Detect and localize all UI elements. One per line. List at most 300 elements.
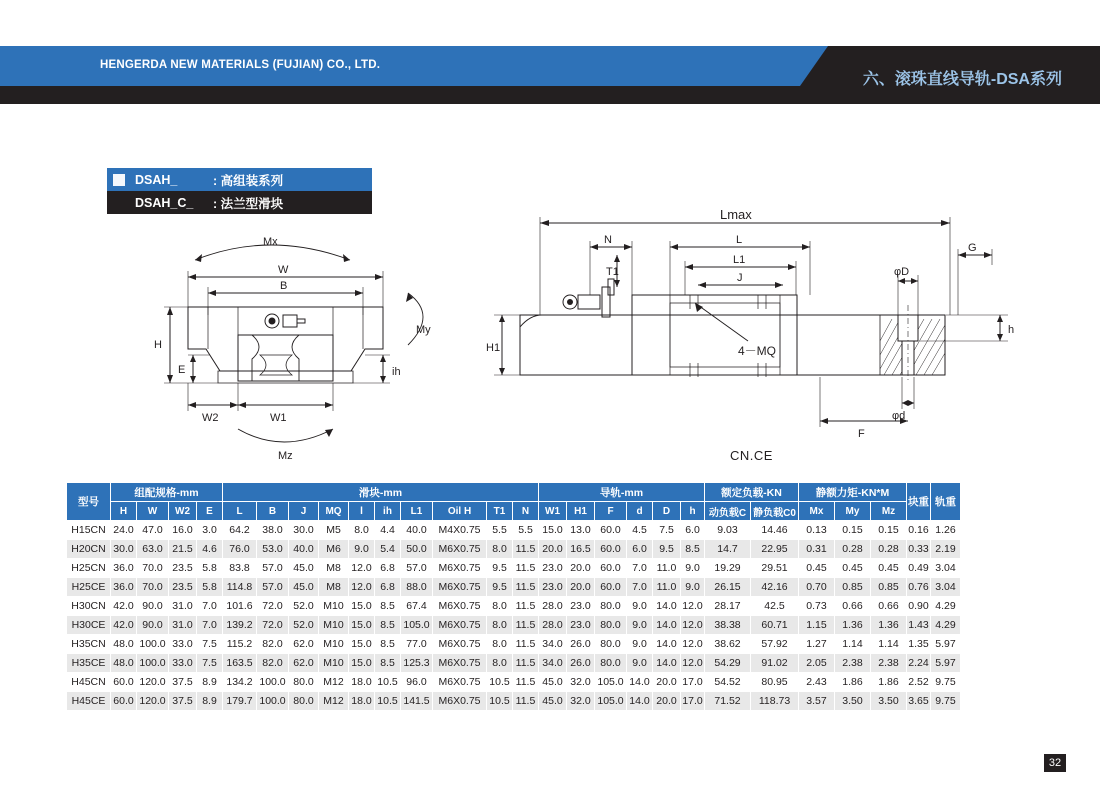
th-W1: W1	[539, 502, 567, 521]
cell-value: 53.0	[257, 540, 289, 559]
th-J: J	[289, 502, 319, 521]
cell-value: 14.0	[627, 692, 653, 711]
cell-value: 60.0	[595, 540, 627, 559]
cell-value: 37.5	[169, 692, 197, 711]
cell-value: M12	[319, 692, 349, 711]
th-Mz: Mz	[871, 502, 907, 521]
cell-value: 9.0	[627, 597, 653, 616]
cell-value: 12.0	[349, 559, 375, 578]
table-row	[67, 635, 961, 654]
label-f: F	[858, 428, 865, 440]
cell-value: 57.0	[257, 578, 289, 597]
series-legend	[107, 168, 372, 214]
cell-value: 115.2	[223, 635, 257, 654]
cell-value: 14.0	[653, 654, 681, 673]
th-group-rated-load: 额定负载-KN	[705, 483, 799, 502]
cell-value: 64.2	[223, 521, 257, 540]
cell-value: 17.0	[681, 692, 705, 711]
cell-value: 0.49	[907, 559, 931, 578]
cell-value: 21.5	[169, 540, 197, 559]
cell-value: 9.0	[681, 578, 705, 597]
cell-value: 4.29	[931, 597, 961, 616]
cell-value: 0.28	[835, 540, 871, 559]
cell-value: 0.15	[835, 521, 871, 540]
cell-value: 14.0	[627, 673, 653, 692]
label-h: H	[154, 339, 162, 351]
label-l1: L1	[733, 254, 746, 266]
cell-value: 4.4	[375, 521, 401, 540]
cell-model: H35CN	[67, 635, 111, 654]
cell-value: 63.0	[137, 540, 169, 559]
cell-value: 77.0	[401, 635, 433, 654]
cell-value: 100.0	[257, 673, 289, 692]
cell-value: M6X0.75	[433, 673, 487, 692]
cell-value: 8.9	[197, 673, 223, 692]
cell-value: 19.29	[705, 559, 751, 578]
cell-value: 82.0	[257, 635, 289, 654]
cell-value: 0.16	[907, 521, 931, 540]
cell-value: M6X0.75	[433, 597, 487, 616]
cell-value: 90.0	[137, 616, 169, 635]
cell-model: H30CN	[67, 597, 111, 616]
cell-model: H15CN	[67, 521, 111, 540]
table-row	[67, 673, 961, 692]
cell-value: 45.0	[289, 559, 319, 578]
cell-value: 120.0	[137, 692, 169, 711]
cell-value: 15.0	[349, 654, 375, 673]
cell-value: 34.0	[539, 635, 567, 654]
label-g: G	[968, 242, 977, 254]
cell-value: 179.7	[223, 692, 257, 711]
table-row	[67, 578, 961, 597]
cell-value: M6X0.75	[433, 635, 487, 654]
cell-value: 12.0	[349, 578, 375, 597]
cell-value: 11.0	[653, 559, 681, 578]
cell-value: 45.0	[539, 692, 567, 711]
cell-value: 48.0	[111, 635, 137, 654]
cell-value: 14.7	[705, 540, 751, 559]
cell-value: 3.50	[871, 692, 907, 711]
cell-value: M6X0.75	[433, 578, 487, 597]
cell-value: 10.5	[487, 673, 513, 692]
cell-value: 4.6	[197, 540, 223, 559]
cell-value: 60.0	[595, 578, 627, 597]
table-row	[67, 616, 961, 635]
cell-value: 12.0	[681, 597, 705, 616]
cell-model: H25CE	[67, 578, 111, 597]
cell-value: 0.31	[799, 540, 835, 559]
table-row	[67, 540, 961, 559]
cell-value: 15.0	[539, 521, 567, 540]
cell-value: 33.0	[169, 654, 197, 673]
cell-value: 70.0	[137, 559, 169, 578]
cell-value: 9.0	[627, 616, 653, 635]
cell-value: 8.5	[681, 540, 705, 559]
cell-value: 7.5	[653, 521, 681, 540]
th-L: L	[223, 502, 257, 521]
cell-value: 7.0	[197, 616, 223, 635]
cell-model: H45CN	[67, 673, 111, 692]
cell-value: 14.0	[653, 635, 681, 654]
th-N: N	[513, 502, 539, 521]
cell-value: 52.0	[289, 597, 319, 616]
th-B: B	[257, 502, 289, 521]
cell-value: 6.8	[375, 559, 401, 578]
cell-model: H35CE	[67, 654, 111, 673]
table-row	[67, 692, 961, 711]
cell-value: 20.0	[653, 692, 681, 711]
cell-value: 0.66	[835, 597, 871, 616]
cell-value: 36.0	[111, 578, 137, 597]
cell-value: M6X0.75	[433, 692, 487, 711]
cell-model: H25CN	[67, 559, 111, 578]
cell-value: 62.0	[289, 654, 319, 673]
cell-value: 125.3	[401, 654, 433, 673]
cell-value: 163.5	[223, 654, 257, 673]
cell-value: 88.0	[401, 578, 433, 597]
th-group-rail: 导轨-mm	[539, 483, 705, 502]
cell-value: 1.36	[835, 616, 871, 635]
cell-value: 60.0	[595, 521, 627, 540]
cell-value: 1.43	[907, 616, 931, 635]
square-marker-icon	[113, 174, 125, 186]
cell-value: 5.5	[513, 521, 539, 540]
cell-value: 18.0	[349, 673, 375, 692]
label-b: B	[280, 280, 288, 292]
cell-value: 31.0	[169, 597, 197, 616]
cell-value: 9.0	[681, 559, 705, 578]
cell-value: 36.0	[111, 559, 137, 578]
label-h1: H1	[486, 342, 501, 354]
cell-value: 8.5	[375, 654, 401, 673]
cell-value: 15.0	[349, 635, 375, 654]
company-name: HENGERDA NEW MATERIALS (FUJIAN) CO., LTD.	[100, 59, 381, 71]
cell-value: 10.5	[487, 692, 513, 711]
cell-value: 47.0	[137, 521, 169, 540]
label-mz: Mz	[278, 450, 293, 462]
cell-value: 26.0	[567, 654, 595, 673]
cell-value: 90.0	[137, 597, 169, 616]
cell-value: M10	[319, 654, 349, 673]
table-body	[67, 521, 961, 711]
label-ih: ih	[392, 366, 401, 378]
cell-value: 139.2	[223, 616, 257, 635]
cell-value: 20.0	[567, 559, 595, 578]
cell-value: 1.35	[907, 635, 931, 654]
cell-value: 0.33	[907, 540, 931, 559]
cell-value: 1.14	[835, 635, 871, 654]
th-dynamic-load: 动负载C	[705, 502, 751, 521]
cell-value: M5	[319, 521, 349, 540]
cell-value: 0.85	[871, 578, 907, 597]
label-4mq: 4－MQ	[738, 344, 777, 358]
side-view-drawing	[480, 195, 1080, 485]
cell-value: 9.0	[627, 635, 653, 654]
cell-value: 71.52	[705, 692, 751, 711]
cell-value: 1.86	[871, 673, 907, 692]
th-H1: H1	[567, 502, 595, 521]
cell-value: 120.0	[137, 673, 169, 692]
legend-code: DSAH_	[135, 172, 178, 187]
cell-value: M6X0.75	[433, 616, 487, 635]
cell-value: 8.0	[487, 635, 513, 654]
cell-model: H45CE	[67, 692, 111, 711]
cell-value: 70.0	[137, 578, 169, 597]
cell-value: 20.0	[539, 540, 567, 559]
cell-value: 0.85	[835, 578, 871, 597]
cell-value: 23.0	[567, 597, 595, 616]
cell-value: 42.5	[751, 597, 799, 616]
table-row	[67, 521, 961, 540]
th-group-block: 滑块-mm	[223, 483, 539, 502]
cell-value: 6.0	[627, 540, 653, 559]
cell-value: 26.0	[567, 635, 595, 654]
cell-value: 38.62	[705, 635, 751, 654]
cell-value: 52.0	[289, 616, 319, 635]
cell-value: 100.0	[137, 654, 169, 673]
cell-value: 57.0	[401, 559, 433, 578]
cell-value: 54.52	[705, 673, 751, 692]
cell-value: 83.8	[223, 559, 257, 578]
cell-value: 29.51	[751, 559, 799, 578]
cell-value: 101.6	[223, 597, 257, 616]
label-w: W	[278, 264, 289, 276]
cell-value: 0.76	[907, 578, 931, 597]
cell-value: 5.4	[375, 540, 401, 559]
cell-value: 72.0	[257, 616, 289, 635]
th-oil-h: Oil H	[433, 502, 487, 521]
cell-value: 80.0	[289, 692, 319, 711]
cell-value: 5.5	[487, 521, 513, 540]
cell-value: 28.17	[705, 597, 751, 616]
cell-value: 118.73	[751, 692, 799, 711]
cell-value: 0.45	[835, 559, 871, 578]
cell-value: 0.15	[871, 521, 907, 540]
cell-value: 33.0	[169, 635, 197, 654]
cell-value: 8.0	[487, 654, 513, 673]
cell-value: 105.0	[401, 616, 433, 635]
cell-value: 31.0	[169, 616, 197, 635]
cell-value: 28.0	[539, 616, 567, 635]
cell-value: 34.0	[539, 654, 567, 673]
th-h: h	[681, 502, 705, 521]
th-L1: L1	[401, 502, 433, 521]
cell-value: 5.97	[931, 635, 961, 654]
cell-value: 134.2	[223, 673, 257, 692]
cell-value: 16.0	[169, 521, 197, 540]
cell-value: 20.0	[653, 673, 681, 692]
cell-value: 11.5	[513, 559, 539, 578]
cell-value: 3.0	[197, 521, 223, 540]
cell-value: 9.75	[931, 692, 961, 711]
cell-value: 15.0	[349, 616, 375, 635]
th-l: l	[349, 502, 375, 521]
cell-value: 7.0	[197, 597, 223, 616]
cell-value: 11.5	[513, 635, 539, 654]
cell-value: 7.0	[627, 578, 653, 597]
cell-value: 37.5	[169, 673, 197, 692]
label-phi-d-cap: φD	[894, 266, 910, 278]
cell-value: 1.15	[799, 616, 835, 635]
cell-value: 80.95	[751, 673, 799, 692]
cell-value: 5.8	[197, 578, 223, 597]
label-h-small: h	[1008, 324, 1015, 336]
cell-value: 42.16	[751, 578, 799, 597]
cell-value: 80.0	[595, 654, 627, 673]
cell-value: 80.0	[595, 616, 627, 635]
cell-value: 48.0	[111, 654, 137, 673]
cell-value: 72.0	[257, 597, 289, 616]
cell-value: 38.0	[257, 521, 289, 540]
cell-value: 9.0	[349, 540, 375, 559]
label-e: E	[178, 364, 186, 376]
cell-value: 5.97	[931, 654, 961, 673]
label-w1: W1	[270, 412, 287, 424]
cell-value: 23.0	[539, 578, 567, 597]
cell-value: 7.0	[627, 559, 653, 578]
cell-value: 42.0	[111, 616, 137, 635]
cell-value: 0.13	[799, 521, 835, 540]
cell-value: 32.0	[567, 673, 595, 692]
cell-value: 42.0	[111, 597, 137, 616]
label-j: J	[737, 272, 743, 284]
cell-value: 9.5	[487, 578, 513, 597]
cell-value: 11.5	[513, 692, 539, 711]
cell-value: 14.0	[653, 597, 681, 616]
cell-value: 23.0	[539, 559, 567, 578]
label-l: L	[736, 234, 743, 246]
cell-value: 30.0	[289, 521, 319, 540]
cell-value: M10	[319, 635, 349, 654]
cell-value: 62.0	[289, 635, 319, 654]
cell-value: M10	[319, 616, 349, 635]
cell-value: 105.0	[595, 692, 627, 711]
cell-value: 2.43	[799, 673, 835, 692]
cell-value: 141.5	[401, 692, 433, 711]
th-D: D	[653, 502, 681, 521]
cell-value: M4X0.75	[433, 521, 487, 540]
cell-value: 11.5	[513, 597, 539, 616]
cell-value: 3.04	[931, 559, 961, 578]
th-static-load: 静负载C0	[751, 502, 799, 521]
label-w2: W2	[202, 412, 219, 424]
cell-value: 8.9	[197, 692, 223, 711]
cell-value: 7.5	[197, 654, 223, 673]
cell-value: 11.5	[513, 540, 539, 559]
cell-value: 12.0	[681, 616, 705, 635]
cell-value: 91.02	[751, 654, 799, 673]
legend-item-dsah	[107, 168, 372, 191]
cell-value: 23.5	[169, 578, 197, 597]
cell-value: 8.5	[375, 597, 401, 616]
cell-value: 82.0	[257, 654, 289, 673]
cell-value: 11.0	[653, 578, 681, 597]
label-phi-d-small: φd	[892, 410, 906, 422]
cell-value: 2.24	[907, 654, 931, 673]
cell-value: 96.0	[401, 673, 433, 692]
cell-value: M8	[319, 578, 349, 597]
cell-value: 9.5	[487, 559, 513, 578]
table-head	[67, 483, 961, 521]
cell-value: M10	[319, 597, 349, 616]
cell-value: 54.29	[705, 654, 751, 673]
cell-value: 23.0	[567, 616, 595, 635]
cell-value: 0.45	[799, 559, 835, 578]
cell-value: 4.5	[627, 521, 653, 540]
cell-value: 2.38	[871, 654, 907, 673]
cell-value: 6.8	[375, 578, 401, 597]
th-H: H	[111, 502, 137, 521]
label-lmax: Lmax	[720, 207, 752, 222]
cell-value: 17.0	[681, 673, 705, 692]
th-MQ: MQ	[319, 502, 349, 521]
table-sub-header-row	[67, 502, 961, 521]
th-E: E	[197, 502, 223, 521]
cell-value: 3.65	[907, 692, 931, 711]
cell-value: M12	[319, 673, 349, 692]
cell-value: 100.0	[137, 635, 169, 654]
th-Mx: Mx	[799, 502, 835, 521]
cell-value: 3.04	[931, 578, 961, 597]
cell-value: 30.0	[111, 540, 137, 559]
cell-value: 3.50	[835, 692, 871, 711]
table-group-header-row	[67, 483, 961, 502]
cell-value: 14.46	[751, 521, 799, 540]
cell-value: 18.0	[349, 692, 375, 711]
cell-value: 11.5	[513, 654, 539, 673]
cross-section-drawing	[120, 215, 470, 475]
label-mx: Mx	[263, 236, 278, 248]
cell-value: M6X0.75	[433, 540, 487, 559]
cell-value: 8.0	[349, 521, 375, 540]
cell-value: 100.0	[257, 692, 289, 711]
label-my: My	[416, 324, 431, 336]
page-number: 32	[1044, 754, 1066, 772]
cell-value: 32.0	[567, 692, 595, 711]
cell-value: 12.0	[681, 654, 705, 673]
cell-value: 2.52	[907, 673, 931, 692]
th-W2: W2	[169, 502, 197, 521]
cell-value: 114.8	[223, 578, 257, 597]
cell-value: 60.0	[111, 692, 137, 711]
cell-value: 11.5	[513, 673, 539, 692]
th-group-static-moment: 静额力矩-KN*M	[799, 483, 907, 502]
cell-value: 40.0	[401, 521, 433, 540]
specification-table	[66, 482, 961, 711]
cell-value: 0.45	[871, 559, 907, 578]
cell-value: 67.4	[401, 597, 433, 616]
cell-model: H20CN	[67, 540, 111, 559]
cell-value: 1.86	[835, 673, 871, 692]
th-group-assembly: 组配规格-mm	[111, 483, 223, 502]
cell-value: 24.0	[111, 521, 137, 540]
cell-value: 8.0	[487, 616, 513, 635]
th-model: 型号	[67, 483, 111, 521]
cell-value: 8.5	[375, 616, 401, 635]
cell-value: 38.38	[705, 616, 751, 635]
legend-desc: : 高组装系列	[213, 173, 284, 188]
th-My: My	[835, 502, 871, 521]
cell-value: 80.0	[289, 673, 319, 692]
label-t1: T1	[606, 266, 619, 278]
cell-value: 80.0	[595, 635, 627, 654]
th-ih: ih	[375, 502, 401, 521]
cell-value: 9.75	[931, 673, 961, 692]
cell-value: 6.0	[681, 521, 705, 540]
th-T1: T1	[487, 502, 513, 521]
cell-value: 5.8	[197, 559, 223, 578]
cell-value: 10.5	[375, 673, 401, 692]
